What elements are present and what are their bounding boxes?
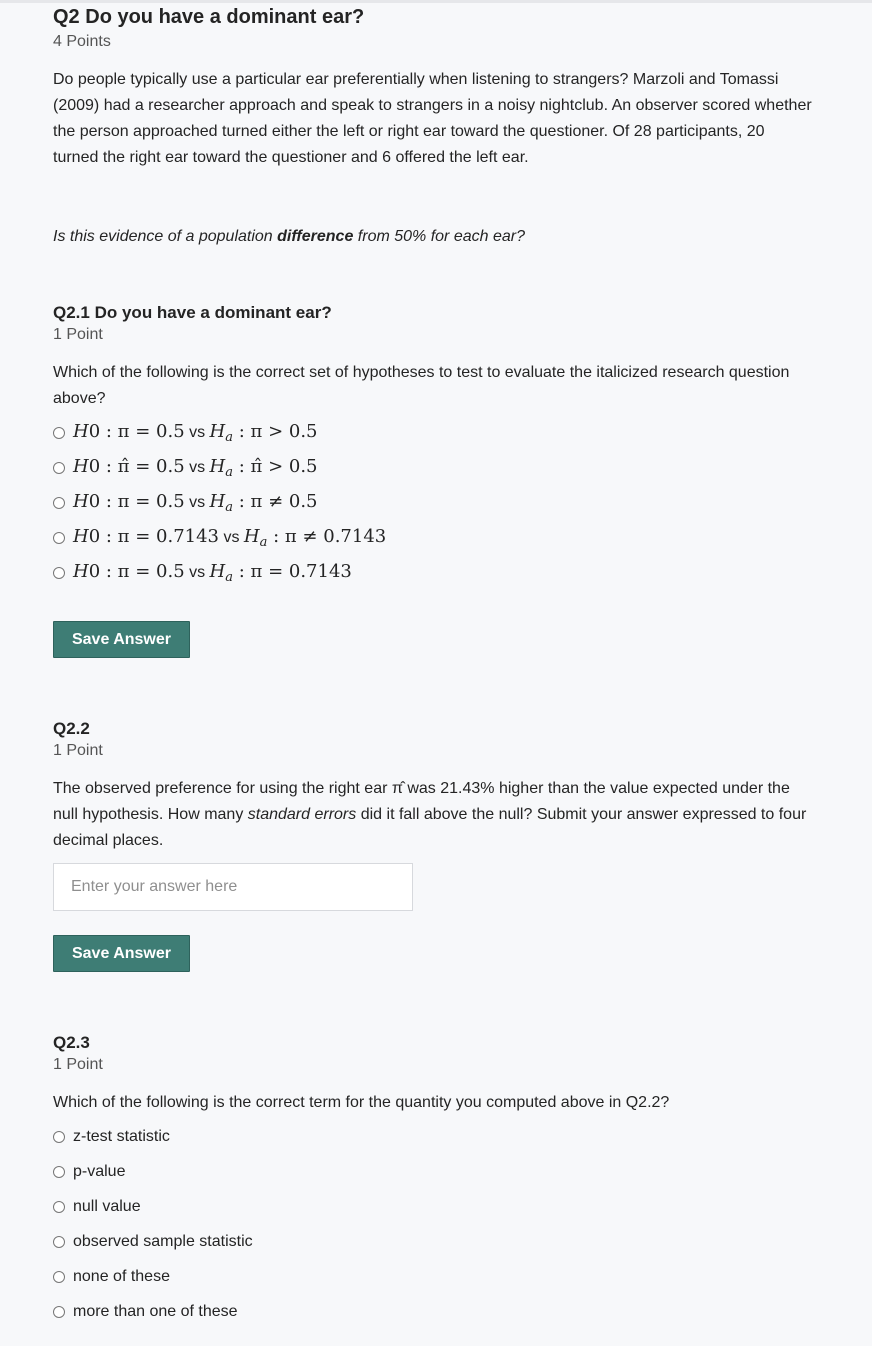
- option-label: null value: [73, 1197, 141, 1215]
- q23-option[interactable]: [53, 1224, 253, 1259]
- hypothesis-label: H0 : π = 0.5 vs $H_a$ : π ≠ 0.5: [73, 490, 318, 515]
- q22-prompt: [53, 776, 813, 854]
- hypothesis-label: H0 : π = 0.5 vs $H_a$ : π = 0.7143: [73, 560, 352, 585]
- research-question-post: from 50% for each ear?: [353, 228, 525, 245]
- hypothesis-label: H0 : π̂ = 0.5 vs $H_a$ : π̂ > 0.5: [73, 455, 318, 480]
- q23-points: 1 Point: [53, 1056, 103, 1073]
- q23-heading: [53, 1032, 90, 1054]
- q22-number: Q2.2: [53, 719, 90, 738]
- hypothesis-label: H0 : π = 0.5 vs $H_a$ : π > 0.5: [73, 420, 318, 445]
- research-question-bold: difference: [277, 228, 354, 245]
- q2-heading: [53, 4, 364, 30]
- q2-intro: Do people typically use a particular ear preferentially when listening to strangers? Marzoli and Tomassi (2009) had a researcher approach and speak to strangers in a noisy nightclub. An observer scored whether the person approached turned either the left or right ear toward the questioner. Of 28 participants, 20 turned the right ear toward the questioner and 6 offered the left ear.: [53, 71, 812, 166]
- radio-button[interactable]: [53, 462, 65, 474]
- radio-button[interactable]: [53, 1131, 65, 1143]
- q21-heading: [53, 302, 332, 324]
- q22-heading: [53, 718, 90, 740]
- radio-button[interactable]: [53, 497, 65, 509]
- q23-options: [53, 1119, 253, 1329]
- q22-save-answer-button[interactable]: Save Answer: [53, 935, 190, 972]
- q2-research-question: [53, 224, 525, 250]
- radio-button[interactable]: [53, 567, 65, 579]
- q23-prompt: Which of the following is the correct term for the quantity you computed above in Q2.2?: [53, 1094, 670, 1111]
- q22-answer-input[interactable]: [53, 863, 413, 911]
- radio-button[interactable]: [53, 1306, 65, 1318]
- radio-button[interactable]: [53, 1166, 65, 1178]
- q22-prompt-emphasis: standard errors: [247, 806, 357, 823]
- option-label: none of these: [73, 1267, 170, 1285]
- radio-button[interactable]: [53, 1236, 65, 1248]
- radio-button[interactable]: [53, 532, 65, 544]
- q21-option[interactable]: [53, 450, 386, 485]
- hypothesis-label: H0 : π = 0.7143 vs $H_a$ : π ≠ 0.7143: [73, 525, 387, 550]
- top-border: [0, 0, 872, 3]
- radio-button[interactable]: [53, 427, 65, 439]
- option-label: observed sample statistic: [73, 1232, 253, 1250]
- q21-prompt: Which of the following is the correct set of hypotheses to test to evaluate the italicized research question above?: [53, 364, 790, 407]
- q23-option[interactable]: [53, 1154, 253, 1189]
- q21-title: Do you have a dominant ear?: [94, 303, 332, 322]
- q23-option[interactable]: [53, 1189, 253, 1224]
- q21-option[interactable]: [53, 520, 386, 555]
- q22-prompt-pre: The observed preference for using the right ear π̂ was 21.43% higher than the value expected under the null hypothesis. How many: [53, 780, 790, 823]
- option-label: p-value: [73, 1162, 126, 1180]
- q22-prompt-post: did it fall above the null? Submit your answer expressed to four decimal places.: [53, 806, 807, 849]
- research-question-pre: Is this evidence of a population: [53, 228, 278, 245]
- q2-number: Q2: [53, 6, 80, 28]
- q21-option[interactable]: [53, 415, 386, 450]
- q2-title: Do you have a dominant ear?: [85, 6, 365, 28]
- q21-option[interactable]: [53, 485, 386, 520]
- q23-option[interactable]: [53, 1259, 253, 1294]
- q23-option[interactable]: [53, 1294, 253, 1329]
- q2-points: 4 Points: [53, 33, 111, 50]
- radio-button[interactable]: [53, 1201, 65, 1213]
- q22-points: 1 Point: [53, 742, 103, 759]
- option-label: z-test statistic: [73, 1127, 170, 1145]
- q21-points: 1 Point: [53, 326, 103, 343]
- option-label: more than one of these: [73, 1302, 238, 1320]
- q23-number: Q2.3: [53, 1033, 90, 1052]
- q21-options: [53, 415, 386, 590]
- q23-option[interactable]: [53, 1119, 253, 1154]
- q21-save-answer-button[interactable]: Save Answer: [53, 621, 190, 658]
- radio-button[interactable]: [53, 1271, 65, 1283]
- q21-option[interactable]: [53, 555, 386, 590]
- q21-number: Q2.1: [53, 303, 90, 322]
